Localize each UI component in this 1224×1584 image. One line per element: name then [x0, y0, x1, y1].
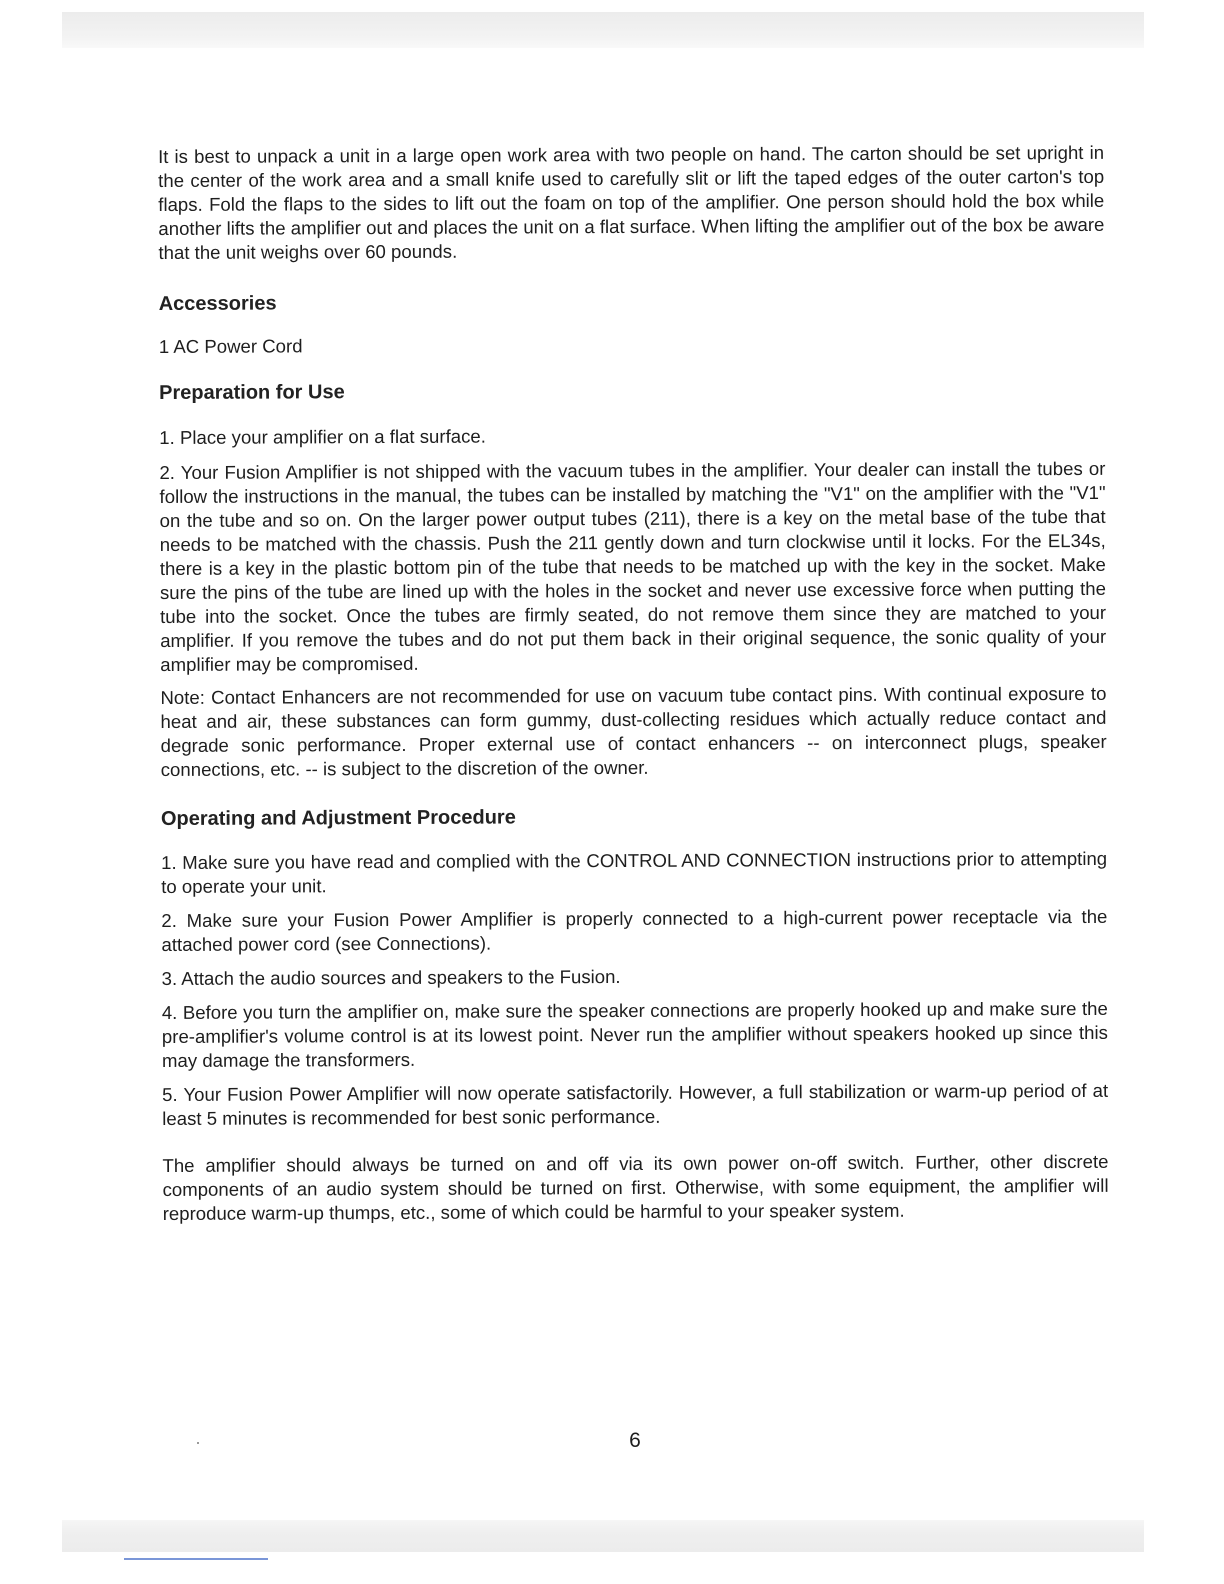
preparation-step-2: 2. Your Fusion Amplifier is not shipped with the vacuum tubes in the amplifier. Your dealer can install the tubes or follow the instructions in the manual, the tubes can be installed by matching the "V1" on the amplifier with the "V1" on the tube and so on. On the larger power output tubes (211), there is a key on the metal base of the tube that needs to be matched with the chassis. Push the 211 gently down and turn clockwise until it locks. For the EL34s, there is a key in the plastic bottom pin of the tube that needs to be matched up with the key in the socket. Make sure the pins of the tube are lined up with the holes in the socket and never use excessive force when putting the tube into the socket. Once the tubes are firmly seated, do not remove them since they are matched to your amplifier. If you remove the tubes and do not put them back in their original sequence, the sonic quality of your amplifier may be compromised. [159, 457, 1107, 675]
preparation-step-1: 1. Place your amplifier on a flat surface. [159, 425, 486, 448]
preparation-heading: Preparation for Use [159, 381, 345, 404]
operating-step-2: 2. Make sure your Fusion Power Amplifier is properly connected to a high-current power receptacle via the attached power cord (see Connections). [161, 905, 1108, 955]
page-number: 6 [629, 1429, 641, 1452]
operating-step-1: 1. Make sure you have read and complied with the CONTROL AND CONNECTION instructions prior to attempting to operate your unit. [161, 847, 1108, 897]
operating-heading: Operating and Adjustment Procedure [160, 806, 516, 830]
scan-shadow-bottom [62, 1520, 1144, 1552]
preparation-note: Note: Contact Enhancers are not recommended for use on vacuum tube contact pins. With continual exposure to heat and air, these substances can form gummy, dust-collecting residues which actually reduce contact and degrade sonic performance. Proper external use of contact enhancers -- on interconnect plugs, speaker connections, etc. -- is subject to the discretion of the owner. [160, 682, 1107, 780]
operating-step-3: 3. Attach the audio sources and speakers to the Fusion. [161, 965, 621, 989]
operating-step-5: 5. Your Fusion Power Amplifier will now operate satisfactorily. However, a full stabilization or warm-up period of at least 5 minutes is recommended for best sonic performance. [162, 1079, 1109, 1129]
accessories-item: 1 AC Power Cord [158, 335, 303, 357]
page-content [158, 141, 1109, 1226]
closing-paragraph: The amplifier should always be turned on and off via its own power on-off switch. Further, other discrete components of an audio system should be turned on first. Otherwise, with some equipment, the amplifier will reproduce warm-up thumps, etc., some of which could be harmful to your speaker system. [162, 1150, 1109, 1224]
accessories-heading: Accessories [158, 292, 277, 315]
scan-blue-line [124, 1558, 268, 1560]
intro-paragraph: It is best to unpack a unit in a large open work area with two people on hand. The carton should be set upright in the center of the work area and a small knife used to carefully slit or lift the taped edges of the outer carton's top flaps. Fold the flaps to the sides to lift out the foam on top of the amplifier. One person should hold the box while another lifts the amplifier out and places the unit on a flat surface. When lifting the amplifier out of the box be aware that the unit weighs over 60 pounds. [158, 141, 1105, 263]
operating-step-4: 4. Before you turn the amplifier on, make sure the speaker connections are properly hooked up and make sure the pre-amplifier's volume control is at its lowest point. Never run the amplifier without speakers hooked up since this may damage the transformers. [161, 997, 1108, 1071]
scan-speck [197, 1442, 199, 1444]
scan-shadow-top [62, 12, 1144, 48]
